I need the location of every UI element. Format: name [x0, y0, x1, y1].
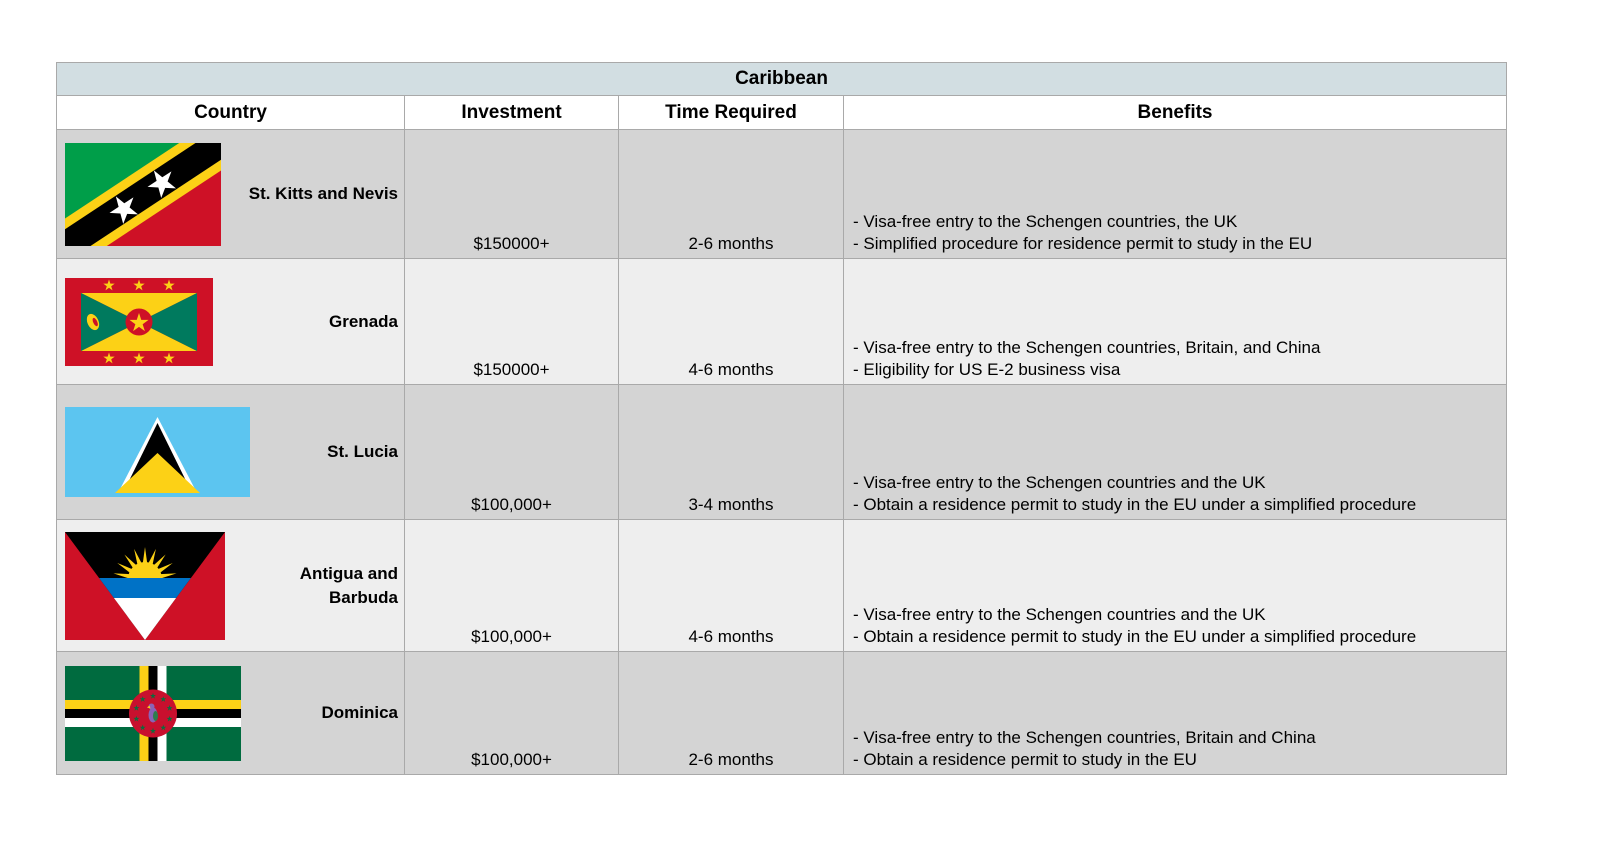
- antigua-and-barbuda-flag-icon: [65, 532, 225, 640]
- benefit-line: - Obtain a residence permit to study in the EU: [853, 750, 1197, 769]
- table-row: [57, 520, 1507, 652]
- benefit-line: - Visa-free entry to the Schengen countries, the UK: [853, 212, 1238, 231]
- benefits-cell: [844, 652, 1507, 775]
- country-cell-content: [57, 278, 404, 366]
- benefit-line: - Visa-free entry to the Schengen countries and the UK: [853, 473, 1266, 492]
- time-required-cell: 4-6 months: [619, 259, 844, 385]
- benefit-line: - Visa-free entry to the Schengen countries and the UK: [853, 605, 1266, 624]
- country-cell: [57, 652, 405, 775]
- benefit-line: - Visa-free entry to the Schengen countries, Britain, and China: [853, 338, 1321, 357]
- investment-cell: $150000+: [405, 259, 619, 385]
- benefits-cell: [844, 130, 1507, 259]
- country-name: St. Kitts and Nevis: [248, 184, 398, 204]
- time-required-cell: 2-6 months: [619, 652, 844, 775]
- investment-cell: $100,000+: [405, 385, 619, 520]
- investment-cell: $100,000+: [405, 520, 619, 652]
- country-cell-content: [57, 532, 404, 640]
- time-required-cell: 3-4 months: [619, 385, 844, 520]
- country-cell: [57, 520, 405, 652]
- time-required-cell: 4-6 months: [619, 520, 844, 652]
- caribbean-table: [56, 62, 1507, 775]
- column-header-time-required: Time Required: [619, 96, 844, 130]
- benefit-line: - Simplified procedure for residence permit to study in the EU: [853, 234, 1313, 253]
- country-cell-content: [57, 666, 404, 761]
- table-header-row: [57, 96, 1507, 130]
- dominica-flag-icon: [65, 666, 241, 761]
- table-title: Caribbean: [57, 63, 1507, 96]
- benefits-cell: [844, 385, 1507, 520]
- country-name: Dominica: [321, 703, 398, 723]
- benefit-line: - Obtain a residence permit to study in the EU under a simplified procedure: [853, 495, 1417, 514]
- grenada-flag-icon: [65, 278, 213, 366]
- st-kitts-and-nevis-flag-icon: [65, 143, 221, 246]
- table-row: [57, 130, 1507, 259]
- benefits-cell: [844, 520, 1507, 652]
- investment-cell: $150000+: [405, 130, 619, 259]
- time-required-cell: 2-6 months: [619, 130, 844, 259]
- country-name: Antigua and Barbuda: [299, 563, 398, 607]
- citizenship-by-investment-table: [56, 62, 1506, 775]
- benefit-line: - Obtain a residence permit to study in the EU under a simplified procedure: [853, 627, 1417, 646]
- country-cell: [57, 259, 405, 385]
- column-header-investment: Investment: [405, 96, 619, 130]
- country-cell: [57, 130, 405, 259]
- benefits-cell: [844, 259, 1507, 385]
- table-title-row: [57, 63, 1507, 96]
- benefit-line: - Visa-free entry to the Schengen countries, Britain and China: [853, 728, 1316, 747]
- country-cell-content: [57, 143, 404, 246]
- benefit-line: - Eligibility for US E-2 business visa: [853, 360, 1121, 379]
- country-name: St. Lucia: [327, 442, 398, 462]
- investment-cell: $100,000+: [405, 652, 619, 775]
- table-row: [57, 385, 1507, 520]
- column-header-benefits: Benefits: [844, 96, 1507, 130]
- country-name: Grenada: [329, 311, 398, 331]
- country-cell: [57, 385, 405, 520]
- st-lucia-flag-icon: [65, 407, 250, 497]
- table-row: [57, 652, 1507, 775]
- table-row: [57, 259, 1507, 385]
- country-cell-content: [57, 407, 404, 497]
- column-header-country: Country: [57, 96, 405, 130]
